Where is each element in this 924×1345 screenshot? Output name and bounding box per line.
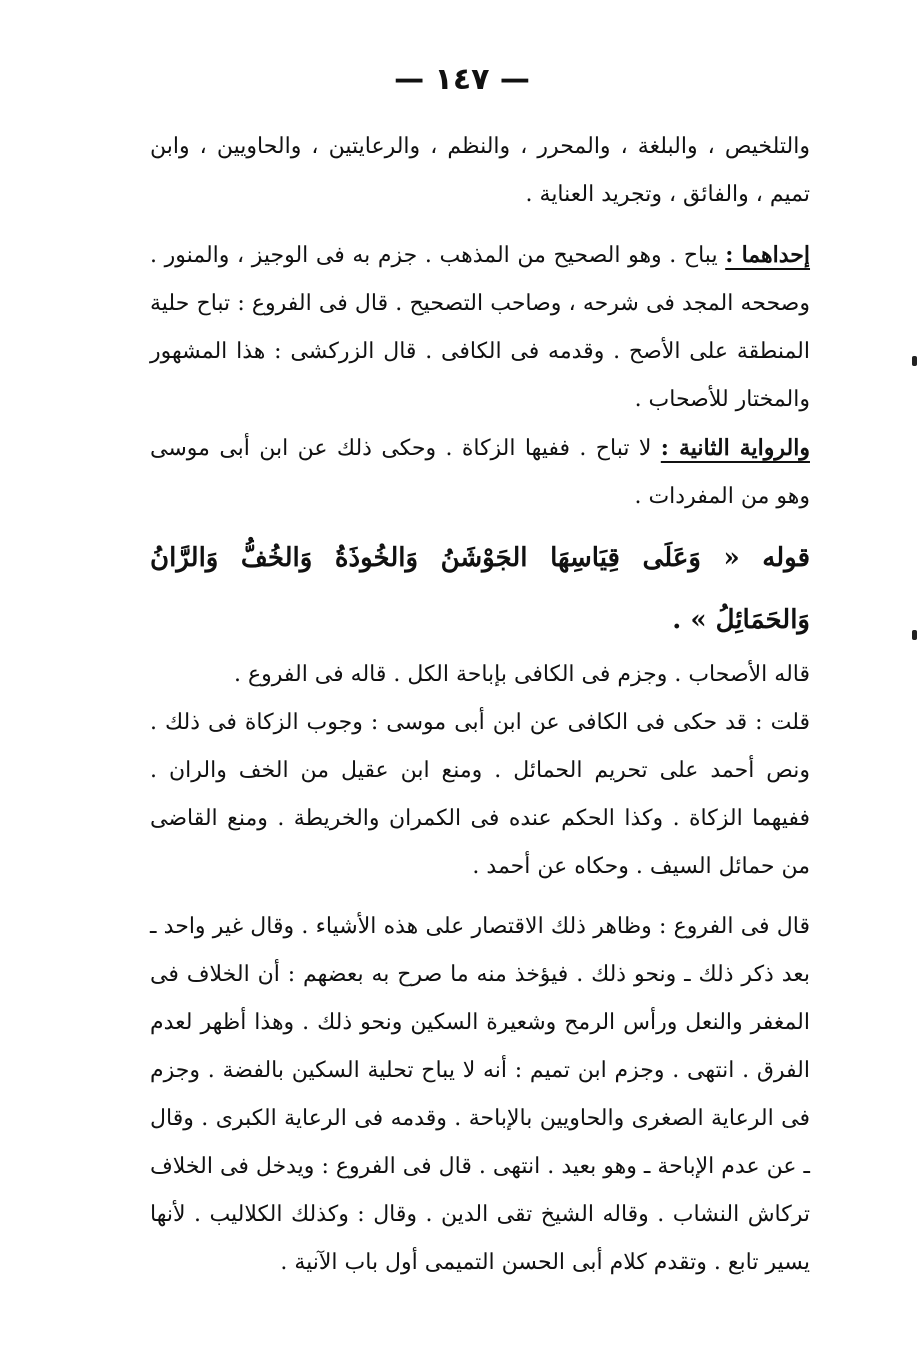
paragraph-2-lead: إحداهما : — [725, 242, 811, 268]
paragraph-2 — [150, 231, 810, 424]
paragraph-1-text: والتلخيص ، والبلغة ، والمحرر ، والنظم ، والرعايتين ، والحاويين ، وابن تميم ، والفائق ، وتجريد العناية . — [150, 134, 810, 207]
paragraph-6-text: قلت : قد حكى فى الكافى عن ابن أبى موسى : وجوب الزكاة فى ذلك . ونص أحمد على تحريم الحمائل . ومنع ابن عقيل من الخف والران . ففيهما الزكاة . وكذا الحكم عنده فى الكمران والخريطة . ومنع القاضى من حمائل السيف . وحكاه عن أحمد . — [150, 710, 810, 879]
margin-ink-dot — [912, 356, 917, 366]
paragraph-3-text: لا تباح . ففيها الزكاة . وحكى ذلك عن ابن أبى موسى وهو من المفردات . — [150, 436, 810, 509]
paragraph-3 — [150, 424, 810, 521]
paragraph-2-text: يباح . وهو الصحيح من المذهب . جزم به فى الوجيز ، والمنور . وصححه المجد فى شرحه ، وصاحب التصحيح . قال فى الفروع : تباح حلية المنطقة على الأصح . وقدمه فى الكافى . قال الزركشى : هذا المشهور والمختار للأصحاب . — [150, 243, 810, 412]
paragraph-5-text: قاله الأصحاب . وجزم فى الكافى بإباحة الكل . قاله فى الفروع . — [233, 662, 810, 687]
page-body — [150, 122, 810, 1287]
paragraph-3-lead: والرواية الثانية : — [660, 435, 810, 461]
paragraph-5 — [150, 651, 810, 699]
paragraph-1 — [150, 122, 810, 219]
quoted-matn — [150, 527, 810, 651]
quoted-matn-text: قوله « وَعَلَى قِيَاسِهَا الجَوْشَنُ وَالخُوذَةُ وَالخُفُّ وَالرَّانُ وَالحَمَائِلُ » . — [150, 543, 810, 635]
paragraph-6 — [150, 699, 810, 891]
paragraph-7-text: قال فى الفروع : وظاهر ذلك الاقتصار على هذه الأشياء . وقال غير واحد ـ بعد ذكر ذلك ـ ونحو ذلك . فيؤخذ منه ما صرح به بعضهم : أن الخلاف فى المغفر والنعل ورأس الرمح وشعيرة السكين ونحو ذلك . وهذا أظهر لعدم الفرق . انتهى . وجزم ابن تميم : أنه لا يباح تحلية السكين بالفضة . وجزم فى الرعاية الصغرى والحاويين بالإباحة . وقدمه فى الرعاية الكبرى . وقال ـ عن عدم الإباحة ـ وهو بعيد . انتهى . قال فى الفروع : ويدخل فى الخلاف تركاش النشاب . وقاله الشيخ تقى الدين . وقال : وكذلك الكلاليب . لأنها يسير تابع . وتقدم كلام أبى الحسن التميمى أول باب الآنية . — [150, 914, 810, 1275]
paragraph-7 — [150, 903, 810, 1287]
page-number: — ١٤٧ — — [394, 62, 530, 97]
margin-ink-dot — [912, 630, 917, 640]
